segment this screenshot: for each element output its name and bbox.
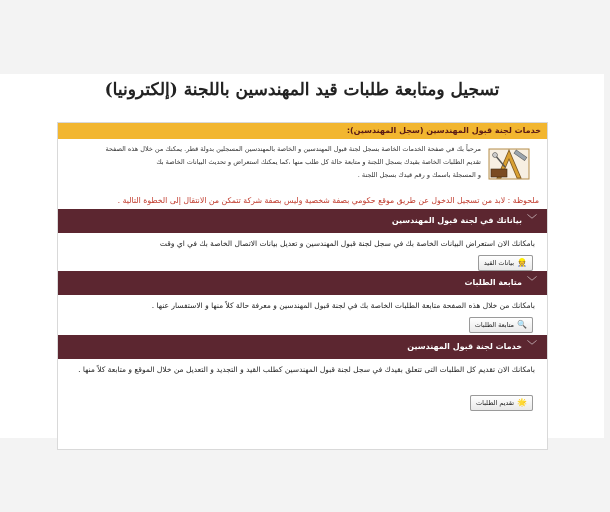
button-label: متابعة الطلبات (474, 321, 515, 329)
track-requests-button[interactable] (469, 317, 533, 333)
registration-data-button[interactable] (478, 255, 533, 271)
section-description: بامكانك من خلال هذه الصفحة متابعة الطلبات الخاصة بك في لجنة قبول المهندسين و معرفة حالة كلاً منها و الاستفسار عنها . (151, 301, 535, 310)
section-description: بامكانك الان تقديم كل الطلبات التى تتعلق بقيدك في سجل لجنة قبول المهندسين كطلب القيد و التجديد و التعديل من خلال الموقع و متابعة كلاً منها . (78, 365, 535, 374)
section-header-committee-services[interactable] (58, 335, 547, 359)
services-intro-line-1: مرحباً بك في صفحة الخدمات الخاصة بسجل لجنة قبول المهندسين و الخاصة بالمهندسين المسجلين بدولة قطر. يمكنك من خلال هذه الصفحة (105, 145, 481, 153)
services-intro-line-3: و المسجلة باسمك و رقم قيدك بسجل اللجنة . (357, 171, 481, 179)
services-intro (58, 139, 547, 193)
section-body-registration-data (58, 233, 547, 271)
track-requests-icon: 🔍 (517, 320, 527, 329)
chevron-down-icon: ﹀ (527, 277, 537, 288)
section-header-track-requests[interactable] (58, 271, 547, 295)
chevron-down-icon: ﹀ (527, 341, 537, 352)
button-label: تقديم الطلبات (475, 399, 515, 407)
section-title: خدمات لجنة قبول المهندسين (407, 342, 522, 351)
section-title: متابعة الطلبات (464, 278, 522, 287)
services-intro-line-2: تقديم الطلبات الخاصة بقيدك بسجل اللجنة و متابعة حالة كل طلب منها ،كما يمكنك استعراض و تحديث البيانات الخاصة بك (156, 158, 481, 166)
submit-requests-icon: 🌟 (517, 398, 527, 407)
chevron-down-icon: ﹀ (527, 215, 537, 226)
section-description: بامكانك الان استعراض البيانات الخاصة بك في سجل لجنة قبول المهندسين و تعديل بيانات الاتصال الخاصة بك في اي وقت (159, 239, 535, 248)
services-panel (57, 122, 548, 450)
engineering-tools-icon (487, 145, 531, 183)
page-title: تسجيل ومتابعة طلبات قيد المهندسين باللجنة (إلكترونيا) (104, 80, 500, 100)
login-notice: ملحوظة : لابد من تسجيل الدخول عن طريق موقع حكومي بصفة شخصية وليس بصفة شركة تتمكن من الانتقال إلى الخطوة التالية . (117, 196, 539, 205)
submit-requests-button[interactable] (470, 395, 533, 411)
section-body-committee-services (58, 359, 547, 415)
services-header: خدمات لجنة قبول المهندسين (سجل المهندسين): (58, 123, 547, 139)
section-body-track-requests (58, 295, 547, 335)
user-data-icon: 👷 (517, 258, 527, 267)
section-header-registration-data[interactable] (58, 209, 547, 233)
page-container (0, 74, 604, 438)
button-label: بيانات القيد (483, 259, 515, 267)
section-title: بياناتك في لجنة قبول المهندسين (391, 216, 522, 225)
